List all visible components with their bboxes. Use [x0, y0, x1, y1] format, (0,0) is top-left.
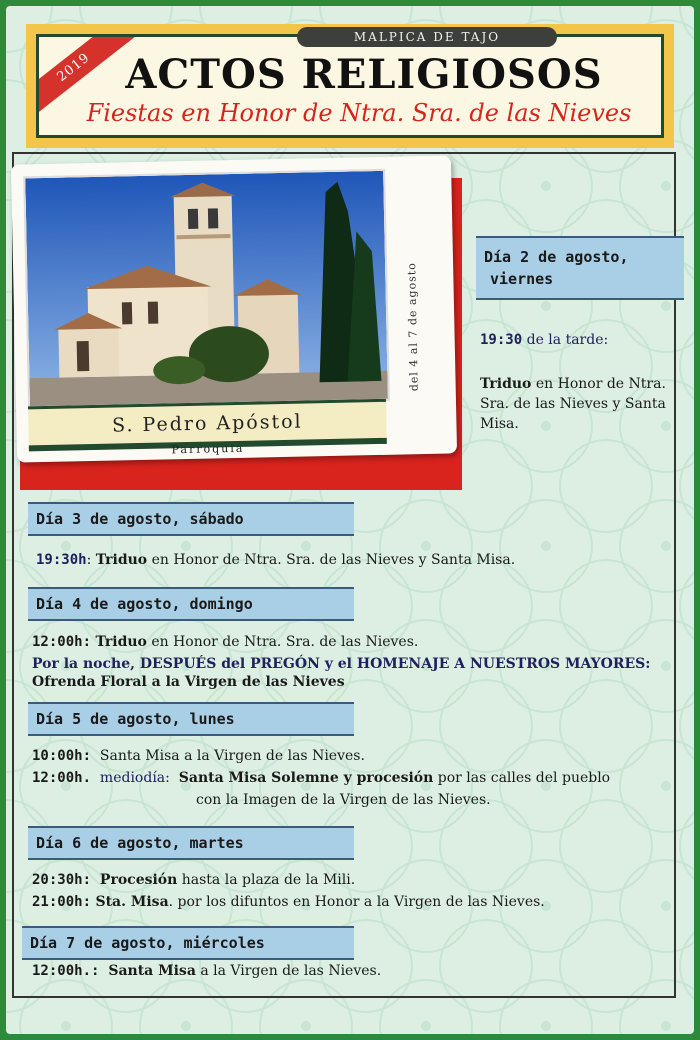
- day3-rest: en Honor de Ntra. Sra. de las Nieves y Santa Misa.: [147, 552, 516, 568]
- day5-midday: mediodía:: [99, 770, 170, 786]
- photo-card: [11, 155, 457, 462]
- day2-heading: [476, 236, 684, 300]
- day5-rest2: por las calles del pueblo: [433, 770, 611, 786]
- day2-event-line1: en Honor de Ntra.: [531, 376, 666, 392]
- church-photo: [23, 169, 390, 409]
- day5-time1: 10:00h:: [32, 748, 92, 764]
- day6-rest1: hasta la plaza de la Mili.: [177, 872, 356, 888]
- day4-bold: Triduo: [95, 634, 147, 650]
- day7-time: 12:00h.:: [32, 963, 100, 979]
- day5-event1-text: Santa Misa a la Virgen de las Nieves.: [99, 748, 365, 764]
- day7-heading: Día 7 de agosto, miércoles: [22, 926, 354, 960]
- day5-bold2: Santa Misa Solemne y procesión: [178, 770, 434, 786]
- day6-rest2: . por los difuntos en Honor a la Virgen de las Nieves.: [168, 894, 545, 910]
- header-banner: [26, 24, 674, 148]
- year-badge: 2019: [39, 37, 141, 124]
- church-name-label: S. Pedro Apóstol: [28, 399, 387, 451]
- day3-heading: Día 3 de agosto, sábado: [28, 502, 354, 536]
- day5-event2: [32, 770, 610, 786]
- day7-rest: a la Virgen de las Nieves.: [195, 963, 382, 979]
- day2-heading-line2: viernes: [490, 270, 554, 288]
- day4-rest: en Honor de Ntra. Sra. de las Nieves.: [146, 634, 419, 650]
- day2-event-bold: Triduo: [480, 376, 532, 392]
- day4-night-line: Por la noche, DESPUÉS del PREGÓN y el HOMENAJE A NUESTROS MAYORES:: [32, 656, 651, 672]
- day4-heading: Día 4 de agosto, domingo: [28, 587, 354, 621]
- day7-event: [32, 963, 381, 979]
- day6-heading: Día 6 de agosto, martes: [28, 826, 354, 860]
- day2-heading-line1: Día 2 de agosto,: [484, 248, 629, 266]
- day4-offering: Ofrenda Floral a la Virgen de las Nieves: [32, 674, 345, 690]
- day5-line3: con la Imagen de la Virgen de las Nieves.: [196, 792, 491, 808]
- header-panel: [36, 30, 664, 138]
- church-illustration: [25, 171, 388, 406]
- day6-time1: 20:30h:: [32, 872, 92, 888]
- day2-event: [480, 374, 666, 434]
- town-name: MALPICA DE TAJO: [297, 27, 557, 47]
- day3-event: 19:30h: Triduo en Honor de Ntra. Sra. de las Nieves y Santa Misa.: [36, 552, 516, 568]
- day2-event-line2: Sra. de las Nieves y Santa: [480, 396, 666, 412]
- day6-bold1: Procesión: [99, 872, 178, 888]
- page-subtitle: Fiestas en Honor de Ntra. Sra. de las Nieves: [86, 99, 632, 127]
- church-sub-label: Parroquia: [171, 441, 245, 457]
- day3-time: 19:30h: [36, 552, 87, 568]
- day6-event1: [32, 872, 355, 888]
- day4-event: [32, 634, 418, 650]
- day6-event2: [32, 894, 545, 910]
- day6-bold2: Sta. Misa: [95, 894, 169, 910]
- day7-bold: Santa Misa: [108, 963, 196, 979]
- page-title: ACTOS RELIGIOSOS: [125, 51, 603, 98]
- day2-time-line: [480, 332, 608, 348]
- date-range-vertical: del 4 al 7 de agosto: [405, 261, 421, 391]
- day2-event-line3: Misa.: [480, 416, 519, 432]
- day5-heading: Día 5 de agosto, lunes: [28, 702, 354, 736]
- day4-time: 12:00h:: [32, 634, 92, 650]
- day3-bold: Triduo: [95, 552, 148, 568]
- day6-time2: 21:00h:: [32, 894, 92, 910]
- day2-time: 19:30: [480, 332, 523, 348]
- day5-event1: [32, 748, 365, 764]
- day5-time2: 12:00h.: [32, 770, 92, 786]
- day2-time-suffix: de la tarde:: [522, 332, 609, 348]
